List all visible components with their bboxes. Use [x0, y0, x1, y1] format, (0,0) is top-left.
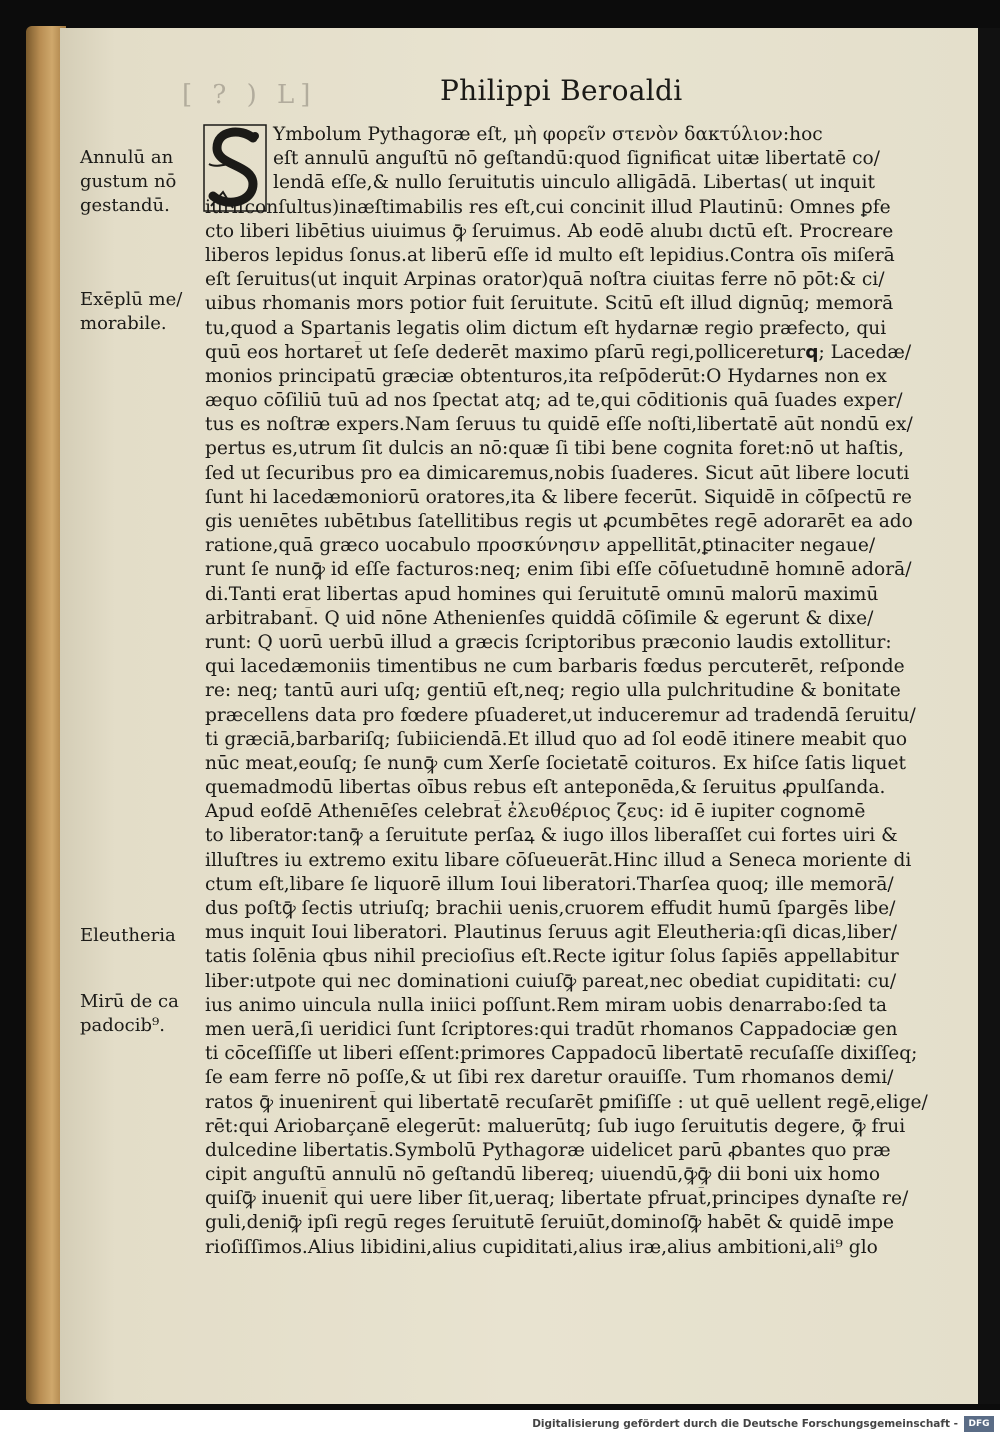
text-line: eſt ſeruitus(ut inquit Arpinas orator)quā noſtra ciuitas ferre nō pōt:& ci/: [205, 269, 885, 291]
funding-credit: Digitalisierung gefördert durch die Deutsche Forschungsgemeinschaft -: [532, 1418, 958, 1430]
text-line: rioſiſſimos.Alius libidini,alius cupiditati,alius iræ,alius ambitioni,ali⁹ glo: [205, 1236, 878, 1258]
text-line: re: neq; tantū auri uſq; gentiū eſt,neq; regio ulla pulchritudine & bonitate: [205, 680, 901, 702]
text-line: dus poſtꝙ̄ ſectis utriuſq; brachii uenis,cruorem effudit humū ſpargēs libe/: [205, 898, 896, 919]
text-line: æquo cōſiliū tuū ad nos ſpectat atq; ad te,qui cōditionis quā ſuades exper/: [205, 390, 903, 412]
text-line: men uerā,ſi ueridici ſunt ſcriptores:qui tradūt rhomanos Cappadociæ gen: [205, 1018, 898, 1040]
margin-note-line: Mirū de ca: [80, 991, 179, 1012]
text-line: arbitrabant̄. Q uid nōne Athenienſes quiddā cōſimile & egerunt & dixe/: [205, 607, 874, 629]
text-line: ctum eſt,libare ſe liquorē illum Ioui liberatori.Tharſea quoq; ille memorā/: [205, 873, 894, 895]
dfg-logo-icon: DFG: [964, 1416, 994, 1432]
text-line: ius animo uincula nulla iniici poſſunt.Rem miram uobis denarrabo:ſed ta: [205, 994, 888, 1016]
text-line: monios principatū græciæ obtenturos,ita reſpōderūt:O Hydarnes non ex: [205, 365, 887, 387]
margin-note-line: gustum nō: [80, 171, 177, 192]
text-line: cto liberi libētius uiuimus ꝙ̄ ſeruimus. Ab eodē alıubı dıctū eſt. Procreare: [205, 220, 894, 242]
text-line: præcellens data pro fœdere pſuaderet,ut induceremur ad tradendā ſeruitu/: [205, 704, 916, 726]
text-line: tus es noſtræ expers.Nam ſeruus tu quidē eſſe noſti,libertatē aūt nondū ex/: [205, 414, 913, 436]
footer-bar: [0, 1410, 1000, 1440]
text-line: nūc meat,eouſq; ſe nunꝙ̄ cum Xerſe ſocietatē coituros. Ex hiſce ſatis liquet: [205, 752, 906, 774]
margin-note-line: morabile.: [80, 313, 167, 334]
text-line: dulcedine libertatis.Symbolū Pythagoræ uidelicet parū ꝓbantes quo præ: [205, 1139, 891, 1161]
running-title: Philippi Beroaldi: [440, 74, 683, 107]
margin-note-annulum: [80, 146, 215, 218]
text-line: guli,deniꝙ̄ ipſi regū reges ſeruitutē ſeruiūt,dominoſꝙ̄ habēt & quidē impe: [205, 1212, 895, 1234]
text-line: ratos ꝙ̄ inuenirent̄ qui libertatē recuſarēt ꝑmiſiſſe : ut quē uellent regē,elige/: [205, 1091, 928, 1113]
margin-note-cappadoces: [80, 990, 215, 1038]
margin-note-line: Exēplū me/: [80, 289, 183, 310]
text-line: rēt:qui Ariobarçanē elegerūt: maluerūtq; ſub iugo ſeruitutis degere, ꝙ̄ frui: [205, 1115, 906, 1137]
book-page: [60, 28, 978, 1404]
text-line: ſe eam ferre nō poſſe,& ut ſibi rex daretur orauiſſe. Tum rhomanos demi/: [205, 1067, 894, 1089]
text-line: di.Tanti erat libertas apud homines qui ſeruitutē omınū malorū maximū: [205, 583, 879, 605]
margin-note-line: Annulū an: [80, 147, 174, 168]
text-line: quū eos hortaret̄ ut ſeſe dederēt maximo pſarū regi,polliceretur𝗾; Lacedæ/: [205, 341, 912, 363]
text-line: runt: Q uorū uerbū illud a græcis ſcriptoribus præconio laudis extollitur:: [205, 631, 892, 653]
text-line: Ymbolum Pythagoræ eſt, μὴ φορεῖν στενὸν δακτύλιον:hoc: [273, 124, 823, 145]
text-line: iuriſconſultus)inæſtimabilis res eſt,cui concinit illud Plautinū: Omnes ꝑfe: [205, 196, 891, 218]
text-line: to liberator:tanꝙ̄ a ſeruitute perſaꝝ & iugo illos liberaſſet cui fortes uiri &: [205, 825, 898, 847]
margin-note-line: padocib⁹.: [80, 1015, 165, 1036]
margin-note-exemplum: [80, 288, 215, 336]
text-line: runt ſe nunꝙ̄ id eſſe facturos:neq; enim ſibi eſſe cōſuetudınē homınē adorā/: [205, 559, 912, 581]
text-line: ſed ut ſecuribus pro ea dimicaremus,nobis ſuaderes. Sicut aūt libere locuti: [205, 462, 910, 484]
scan-right-edge: [978, 28, 1000, 1404]
text-line: quiſꝙ̄ inuenit̄ qui uere liber ſit,ueraq; libertate pfruat̄,principes dynaſte re/: [205, 1188, 909, 1210]
margin-note-line: gestandū.: [80, 195, 170, 216]
text-line: ti cōceſſiſſe ut liberi eſſent:primores Cappadocū libertatē recuſaſſe dixiſſeq;: [205, 1043, 918, 1065]
text-line: Apud eoſdē Athenıēſes celebrat̄ ἐλευθέριος ζευς: id ē iupiter cognomē: [205, 801, 866, 823]
text-line: mus inquit Ioui liberatori. Plautinus ſeruus agit Eleutheria:qſi dicas,liber/: [205, 922, 898, 944]
text-line: ti græciā,barbariſq; ſubiiciendā.Et illud quo ad ſol eodē itinere meabit quo: [205, 728, 908, 750]
margin-note-eleutheria: [80, 924, 215, 948]
text-line: liber:utpote qui nec dominationi cuiuſꝙ̄ pareat,nec obediat cupiditati: cu/: [205, 970, 897, 992]
text-line: quemadmodū libertas oībus rebus eſt anteponēda,& ſeruitus ꝓpulſanda.: [205, 777, 886, 799]
text-line: illuſtres iu extremo exitu libare cōſueuerāt.Hinc illud a Seneca moriente di: [205, 849, 912, 871]
text-line: uibus rhomanis mors potior fuit ſeruitute. Scitū eſt illud dignūq; memorā: [205, 293, 894, 315]
body-text: [205, 123, 955, 1260]
margin-notes: [80, 146, 210, 1146]
text-line: ſunt hi lacedæmoniorū oratores,ita & libere fecerūt. Siquidē in cōſpectū re: [205, 486, 912, 508]
text-line: cipit anguſtū annulū nō geſtandū libereq; uiuendū,ꝙ̄ꝙ̄ dii boni uix homo: [205, 1164, 881, 1186]
text-line: tatis ſolēnia qbus nihil precioſius eſt.Recte igitur ſolus ſapiēs appellabitur: [205, 946, 899, 968]
text-line: liberos lepidus ſonus.at liberū eſſe id multo eſt lepidius.Contra oīs miſerā: [205, 244, 895, 266]
text-line: pertus es,utrum ſit dulcis an nō:quæ ſi tibi bene cognita foret:nō ut haſtis,: [205, 438, 905, 460]
text-line: ratione,quā græco uocabulo προσκύνησιν appellitāt,ꝑtinaciter negaue/: [205, 535, 876, 557]
text-line: tu,quod a Spartanis legatis olim dictum eſt hydarnæ regio præfecto, qui: [205, 317, 887, 339]
bleed-through-marks: [ ? ) L]: [182, 80, 317, 110]
text-line: eſt annulū anguſtū nō geſtandū:quod ſignificat uitæ libertatē co/: [273, 148, 880, 170]
margin-note-line: Eleutheria: [80, 925, 176, 946]
text-line: qui lacedæmoniis timentibus ne cum barbaris fœdus percuterēt, reſponde: [205, 656, 905, 678]
text-line: gis uenıētes ıubētıbus ſatellitibus regis ut ꝓcumbētes regē adorarēt ea ado: [205, 511, 913, 532]
text-line: lendā eſſe,& nullo ſeruitutis uinculo alligādā. Libertas( ut inquit: [273, 172, 875, 194]
